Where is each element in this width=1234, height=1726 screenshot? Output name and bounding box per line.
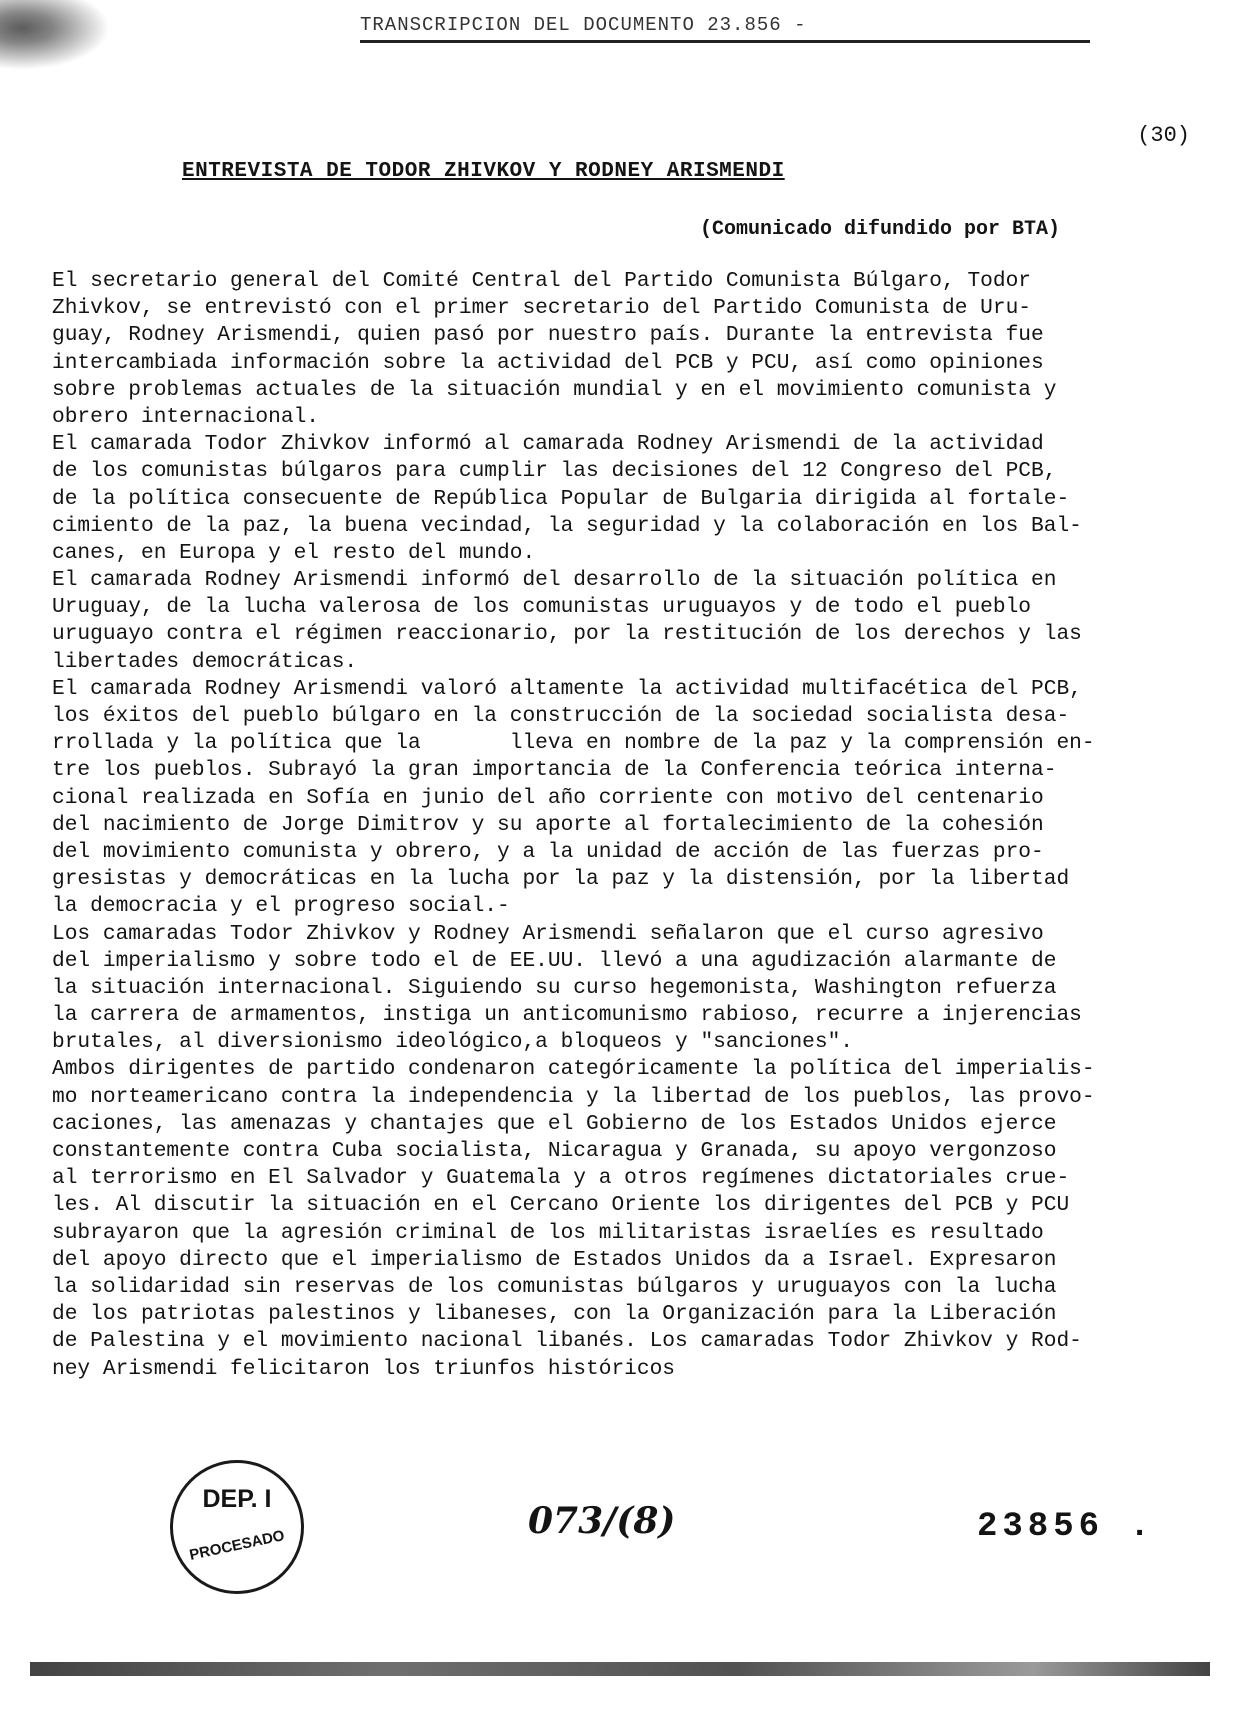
- scan-bottom-edge: [30, 1662, 1210, 1676]
- body-line: rrollada y la política que la lleva en nombre de la paz y la comprensión en-: [52, 731, 1095, 756]
- body-line: Ambos dirigentes de partido condenaron categóricamente la política del imperialis-: [52, 1057, 1095, 1082]
- document-title: ENTREVISTA DE TODOR ZHIVKOV Y RODNEY ARISMENDI: [182, 160, 785, 183]
- body-line: del imperialismo y sobre todo el de EE.UU. llevó a una agudización alarmante de: [52, 948, 1057, 973]
- body-line: la situación internacional. Siguiendo su curso hegemonista, Washington refuerza: [52, 975, 1057, 1000]
- body-line: El camarada Rodney Arismendi valoró altamente la actividad multifacética del PCB,: [52, 676, 1082, 701]
- body-line: la solidaridad sin reservas de los comunistas búlgaros y uruguayos con la lucha: [52, 1274, 1057, 1299]
- body-line: gresistas y democráticas en la lucha por la paz y la distensión, por la libertad: [52, 867, 1070, 892]
- body-line: constantemente contra Cuba socialista, Nicaragua y Granada, su apoyo vergonzoso: [52, 1139, 1057, 1163]
- handwritten-code: 073/(8): [528, 1500, 676, 1542]
- body-line: los éxitos del pueblo búlgaro en la construcción de la sociedad socialista desa-: [52, 704, 1070, 728]
- body-line: brutales, al diversionismo ideológico,a bloqueos y "sanciones".: [52, 1030, 854, 1055]
- body-line: de los comunistas búlgaros para cumplir las decisiones del 12 Congreso del PCB,: [52, 459, 1057, 484]
- body-line: del nacimiento de Jorge Dimitrov y su aporte al fortalecimiento de la cohesión: [52, 812, 1044, 837]
- body-line: intercambiada información sobre la actividad del PCB y PCU, así como opiniones: [52, 350, 1044, 375]
- body-line: de los patriotas palestinos y libaneses, con la Organización para la Liberación: [52, 1302, 1057, 1327]
- document-subtitle: (Comunicado difundido por BTA): [700, 218, 1061, 241]
- body-line: obrero internacional.: [52, 404, 320, 429]
- body-line: la carrera de armamentos, instiga un anticomunismo rabioso, recurre a injerencias: [52, 1003, 1082, 1028]
- body-line: ney Arismendi felicitaron los triunfos históricos: [52, 1356, 676, 1381]
- body-line: Los camaradas Todor Zhivkov y Rodney Arismendi señalaron que el curso agresivo: [52, 921, 1044, 946]
- body-line: sobre problemas actuales de la situación mundial y en el movimiento comunista y: [52, 377, 1057, 402]
- body-line: canes, en Europa y el resto del mundo.: [52, 540, 536, 565]
- body-line: Uruguay, de la lucha valerosa de los comunistas uruguayos y de todo el pueblo: [52, 595, 1032, 620]
- body-line: caciones, las amenazas y chantajes que el Gobierno de los Estados Unidos ejerce: [52, 1111, 1057, 1136]
- body-line: Zhivkov, se entrevistó con el primer secretario del Partido Comunista de Uru-: [52, 296, 1032, 321]
- document-number: 23856 .: [977, 1508, 1155, 1546]
- body-line: tre los pueblos. Subrayó la gran importancia de la Conferencia teórica interna-: [52, 758, 1057, 783]
- body-line: El camarada Todor Zhivkov informó al camarada Rodney Arismendi de la actividad: [52, 432, 1044, 457]
- ink-blot: [0, 0, 110, 70]
- body-line: de Palestina y el movimiento nacional libanés. Los camaradas Todor Zhivkov y Rod-: [52, 1329, 1082, 1354]
- page-number: (30): [1137, 123, 1190, 148]
- body-line: de la política consecuente de República Popular de Bulgaria dirigida al fortale-: [52, 486, 1070, 511]
- body-line: libertades democráticas.: [52, 649, 358, 674]
- body-line: uruguayo contra el régimen reaccionario, por la restitución de los derechos y las: [52, 622, 1082, 647]
- body-line: al terrorismo en El Salvador y Guatemala y a otros regímenes dictatoriales crue-: [52, 1166, 1070, 1191]
- stamp-processed-label: PROCESADO: [187, 1527, 287, 1564]
- body-line: guay, Rodney Arismendi, quien pasó por nuestro país. Durante la entrevista fue: [52, 323, 1044, 348]
- body-line: del apoyo directo que el imperialismo de Estados Unidos da a Israel. Expresaron: [52, 1247, 1057, 1272]
- body-line: subrayaron que la agresión criminal de los militaristas israelíes es resultado: [52, 1220, 1044, 1245]
- body-line: mo norteamericano contra la independencia y la libertad de los pueblos, las provo-: [52, 1084, 1095, 1109]
- body-line: cional realizada en Sofía en junio del año corriente con motivo del centenario: [52, 785, 1044, 810]
- body-text: [52, 268, 1222, 1383]
- processed-stamp: [170, 1460, 304, 1594]
- stamp-department: DEP. I: [202, 1485, 272, 1513]
- body-line: El camarada Rodney Arismendi informó del desarrollo de la situación política en: [52, 568, 1057, 593]
- body-line: les. Al discutir la situación en el Cercano Oriente los dirigentes del PCB y PCU: [52, 1193, 1070, 1218]
- body-line: cimiento de la paz, la buena vecindad, la seguridad y la colaboración en los Bal-: [52, 513, 1082, 538]
- body-line: del movimiento comunista y obrero, y a la unidad de acción de las fuerzas pro-: [52, 839, 1044, 864]
- body-line: El secretario general del Comité Central del Partido Comunista Búlgaro, Todor: [52, 269, 1032, 293]
- body-line: la democracia y el progreso social.-: [52, 894, 510, 919]
- transcription-header: TRANSCRIPCION DEL DOCUMENTO 23.856 -: [360, 14, 1090, 43]
